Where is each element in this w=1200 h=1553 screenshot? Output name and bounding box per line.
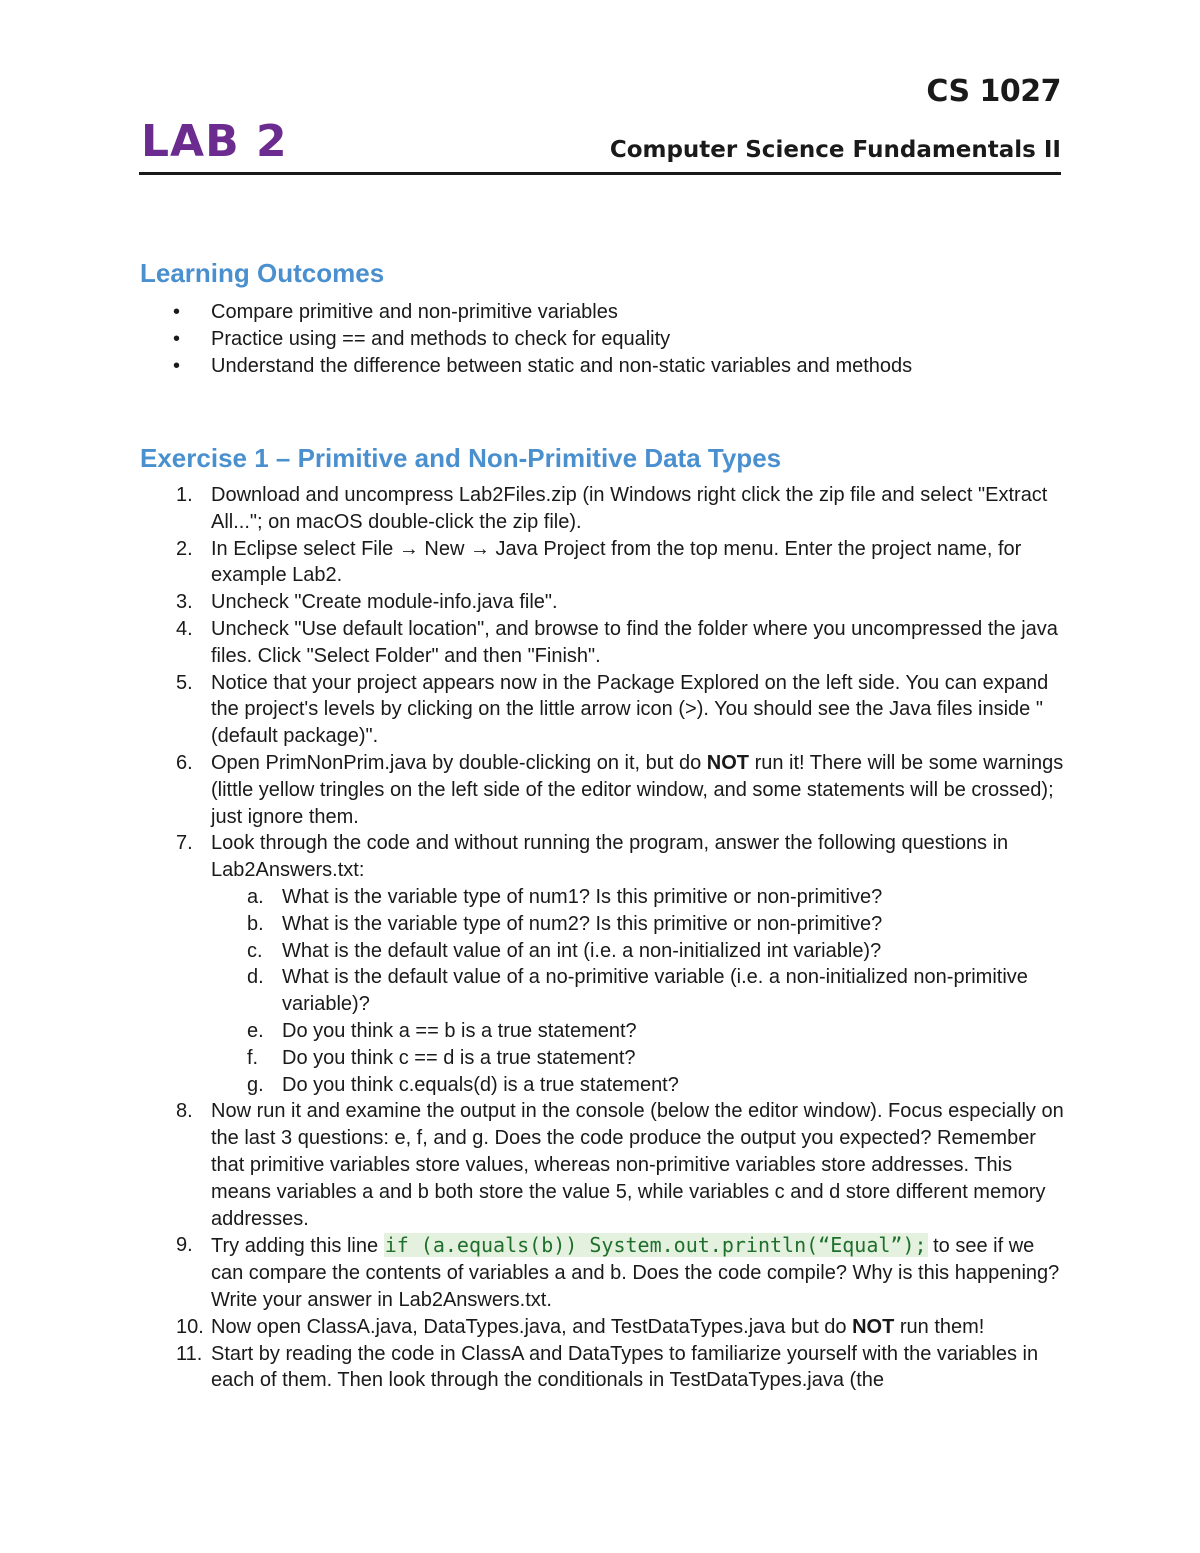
step-text: run them! xyxy=(894,1315,985,1338)
course-code: CS 1027 xyxy=(926,74,1061,109)
step-item xyxy=(140,670,1070,750)
step-number: 3. xyxy=(176,591,193,614)
step-number: 5. xyxy=(176,671,193,694)
question-letter: b. xyxy=(247,912,264,935)
learning-outcomes-heading: Learning Outcomes xyxy=(140,258,385,288)
question-text: Do you think c.equals(d) is a true statement? xyxy=(282,1073,679,1096)
step-number: 7. xyxy=(176,832,193,855)
question-letter: f. xyxy=(247,1046,259,1069)
step-item xyxy=(140,1341,1070,1395)
step-number: 1. xyxy=(176,484,193,506)
question-letter: a. xyxy=(247,885,264,908)
exercise-1-steps xyxy=(140,482,1070,1394)
step-text: Now run it and examine the output in the console (below the editor window). Focus especially on the last 3 questions: e, f, and g. Does the code produce the output you expected? Remember that primitive variables store values, whereas non-primitive variables store addresses. This means variables a and b both store the value 5, while variables c and d store different memory addresses. xyxy=(211,1100,1064,1230)
step-text: Uncheck "Create module-info.java file". xyxy=(211,591,558,614)
question-letter: g. xyxy=(247,1073,264,1096)
lab-title: LAB 2 xyxy=(141,116,288,167)
question-item xyxy=(211,911,1070,938)
step-text: Look through the code and without running the program, answer the following questions in Lab2Answers.txt: xyxy=(211,832,1009,882)
step-text: Uncheck "Use default location", and browse to find the folder where you uncompressed the java files. Click "Select Folder" and then "Finish". xyxy=(211,617,1058,667)
question-text: What is the variable type of num2? Is this primitive or non-primitive? xyxy=(282,912,883,935)
question-text: Do you think c == d is a true statement? xyxy=(282,1046,636,1069)
question-item xyxy=(211,1018,1070,1045)
step-item xyxy=(140,1232,1070,1313)
step-text: Start by reading the code in ClassA and DataTypes to familiarize yourself with the variables in each of them. Then look through the conditionals in TestDataTypes.java (the xyxy=(211,1342,1039,1392)
step-text: Try adding this line xyxy=(211,1235,384,1258)
outcome-item: • Understand the difference between static and non-static variables and methods xyxy=(140,353,1070,380)
page-header xyxy=(139,70,1061,175)
step-number: 4. xyxy=(176,617,193,640)
question-text: What is the default value of a no-primitive variable (i.e. a non-initialized non-primitive variable)? xyxy=(282,966,1028,1016)
step-number: 10. xyxy=(176,1315,204,1338)
step-number: 6. xyxy=(176,751,193,774)
question-item xyxy=(211,1045,1070,1072)
step-item xyxy=(140,616,1070,670)
step-item xyxy=(140,1098,1070,1232)
question-letter: c. xyxy=(247,939,263,962)
step-text: Download and uncompress Lab2Files.zip (in Windows right click the zip file and select "Extract All..."; on macOS double-click the zip file). xyxy=(211,484,1048,533)
step-number: 2. xyxy=(176,537,193,560)
step-text: to see if we can compare the contents of variables a and b. Does the code compile? Why is this happening? Write your answer in Lab2Answers.txt. xyxy=(211,1235,1060,1311)
question-item xyxy=(211,938,1070,965)
step-text: Notice that your project appears now in the Package Explored on the left side. You can expand the project's levels by clicking on the little arrow icon (>). You should see the Java files inside "(default package)". xyxy=(211,671,1049,748)
question-item xyxy=(211,1072,1070,1099)
learning-outcomes-list xyxy=(140,299,1070,380)
step-text: run it! There will be some warnings (little yellow tringles on the left side of the editor window, and some statements will be crossed); just ignore them. xyxy=(211,751,1064,828)
question-item xyxy=(211,964,1070,1018)
step-item xyxy=(140,536,1070,590)
step-text: In Eclipse select File → New → Java Project from the top menu. Enter the project name, for example Lab2. xyxy=(211,537,1022,587)
step-number: 11. xyxy=(176,1342,203,1365)
emphasis-not: NOT xyxy=(852,1315,895,1338)
step-item xyxy=(140,830,1070,1098)
step-item xyxy=(140,482,1070,536)
step-text: Open PrimNonPrim.java by double-clicking on it, but do xyxy=(211,751,707,774)
question-item xyxy=(211,884,1070,911)
code-snippet: if (a.equals(b)) System.out.println(“Equal”); xyxy=(384,1233,927,1258)
step-item xyxy=(140,1314,1070,1341)
outcome-item: • Practice using == and methods to check for equality xyxy=(140,326,1070,353)
step-item xyxy=(140,750,1070,830)
question-letter: e. xyxy=(247,1019,264,1042)
outcome-item: • Compare primitive and non-primitive variables xyxy=(140,299,1070,326)
question-letter: d. xyxy=(247,966,264,989)
step-text: Now open ClassA.java, DataTypes.java, and TestDataTypes.java but do xyxy=(211,1315,853,1338)
course-name: Computer Science Fundamentals II xyxy=(609,137,1061,163)
question-text: What is the variable type of num1? Is this primitive or non-primitive? xyxy=(282,885,883,908)
question-text: Do you think a == b is a true statement? xyxy=(282,1019,637,1042)
emphasis-not: NOT xyxy=(706,751,750,774)
question-text: What is the default value of an int (i.e. a non-initialized int variable)? xyxy=(282,939,882,962)
step-item xyxy=(140,589,1070,616)
question-list xyxy=(211,884,1070,1098)
exercise-1-heading: Exercise 1 – Primitive and Non-Primitive Data Types xyxy=(140,443,782,473)
step-number: 8. xyxy=(176,1100,193,1123)
step-number: 9. xyxy=(176,1234,193,1257)
document-body xyxy=(140,255,1070,1394)
